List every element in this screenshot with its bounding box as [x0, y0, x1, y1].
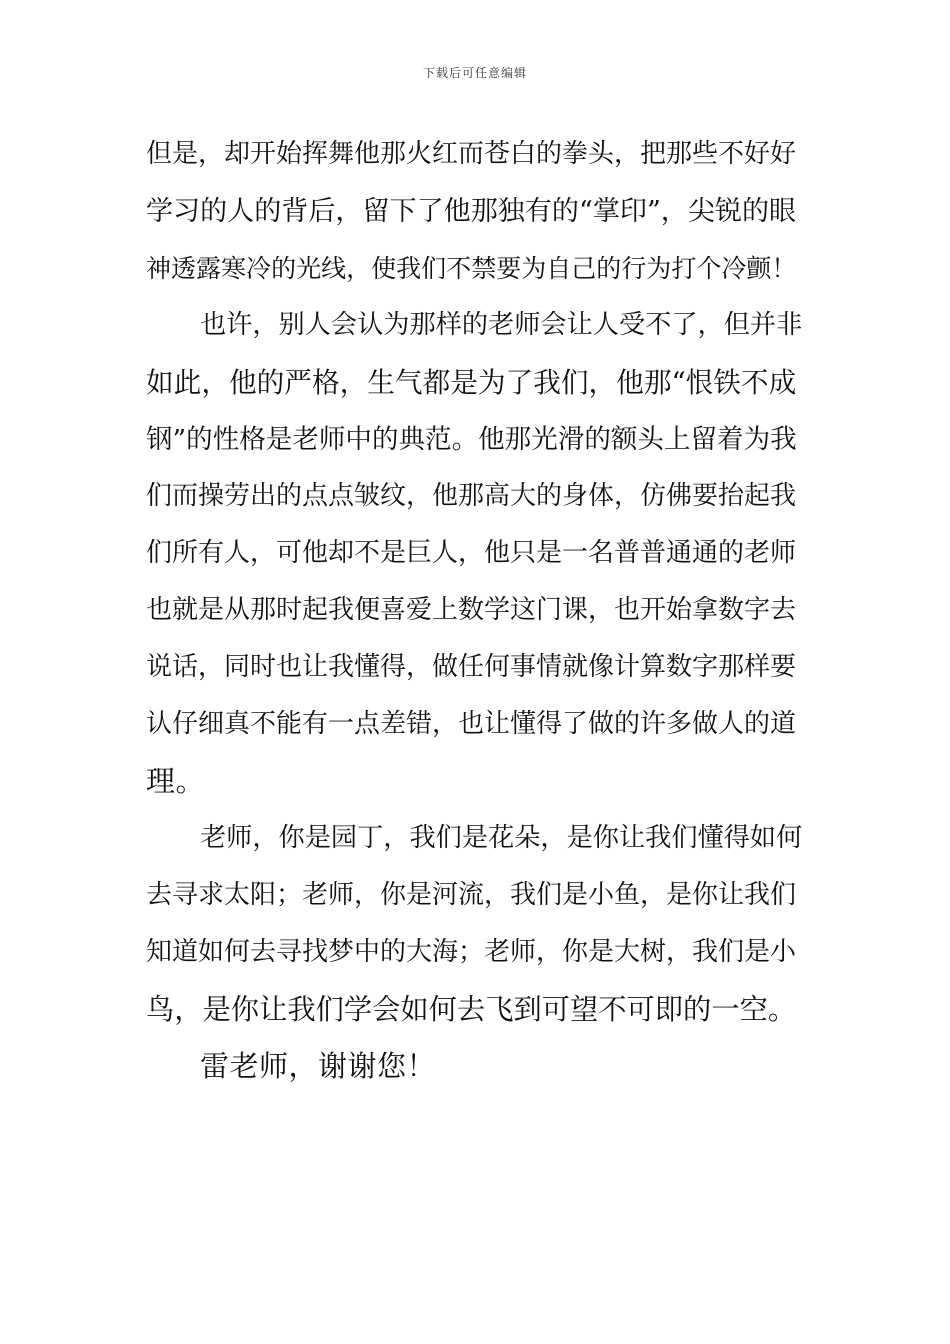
paragraph-2 [146, 297, 808, 810]
paragraph-line: 知道如何去寻找梦中的大海；老师，你是大树，我们是小 [146, 937, 797, 967]
paragraph-line: 如此，他的严格，生气都是为了我们，他那“恨铁不成 [146, 366, 797, 399]
paragraph-line: 学习的人的背后，留下了他那独有的“掌印”，尖锐的眼 [146, 196, 797, 227]
essay-body [146, 126, 808, 1095]
paragraph-line-indented: 雷老师，谢谢您！ [200, 1049, 437, 1083]
paragraph-line: 理。 [146, 764, 206, 798]
paragraph-4 [146, 1038, 808, 1095]
paragraph-line: 们而操劳出的点点皱纹，他那高大的身体，仿佛要抬起我 [146, 481, 797, 511]
paragraph-line-indented: 老师，你是园丁，我们是花朵，是你让我们懂得如何 [200, 823, 803, 853]
paragraph-line: 认仔细真不能有一点差错，也让懂得了做的许多做人的道 [146, 709, 797, 739]
paragraph-line: 鸟，是你让我们学会如何去飞到可望不可即的一空。 [146, 993, 797, 1026]
page-header-note: 下载后可任意编辑 [422, 66, 527, 80]
paragraph-line-indented: 也许，别人会认为那样的老师会让人受不了，但并非 [200, 310, 803, 340]
paragraph-line: 去寻求太阳；老师，你是河流，我们是小鱼，是你让我们 [146, 880, 797, 910]
paragraph-line: 也就是从那时起我便喜爱上数学这门课，也开始拿数字去 [146, 595, 797, 625]
paragraph-line: 们所有人，可他却不是巨人，他只是一名普普通通的老师 [146, 538, 797, 568]
paragraph-1 [146, 126, 808, 297]
paragraph-line: 钢”的性格是老师中的典范。他那光滑的额头上留着为我 [146, 424, 797, 455]
paragraph-line: 说话，同时也让我懂得，做任何事情就像计算数字那样要 [146, 652, 797, 682]
paragraph-line: 神透露寒冷的光线，使我们不禁要为自己的行为打个冷颤！ [146, 254, 797, 283]
paragraph-line: 但是，却开始挥舞他那火红而苍白的拳头，把那些不好好 [146, 139, 797, 169]
paragraph-3 [146, 810, 808, 1038]
